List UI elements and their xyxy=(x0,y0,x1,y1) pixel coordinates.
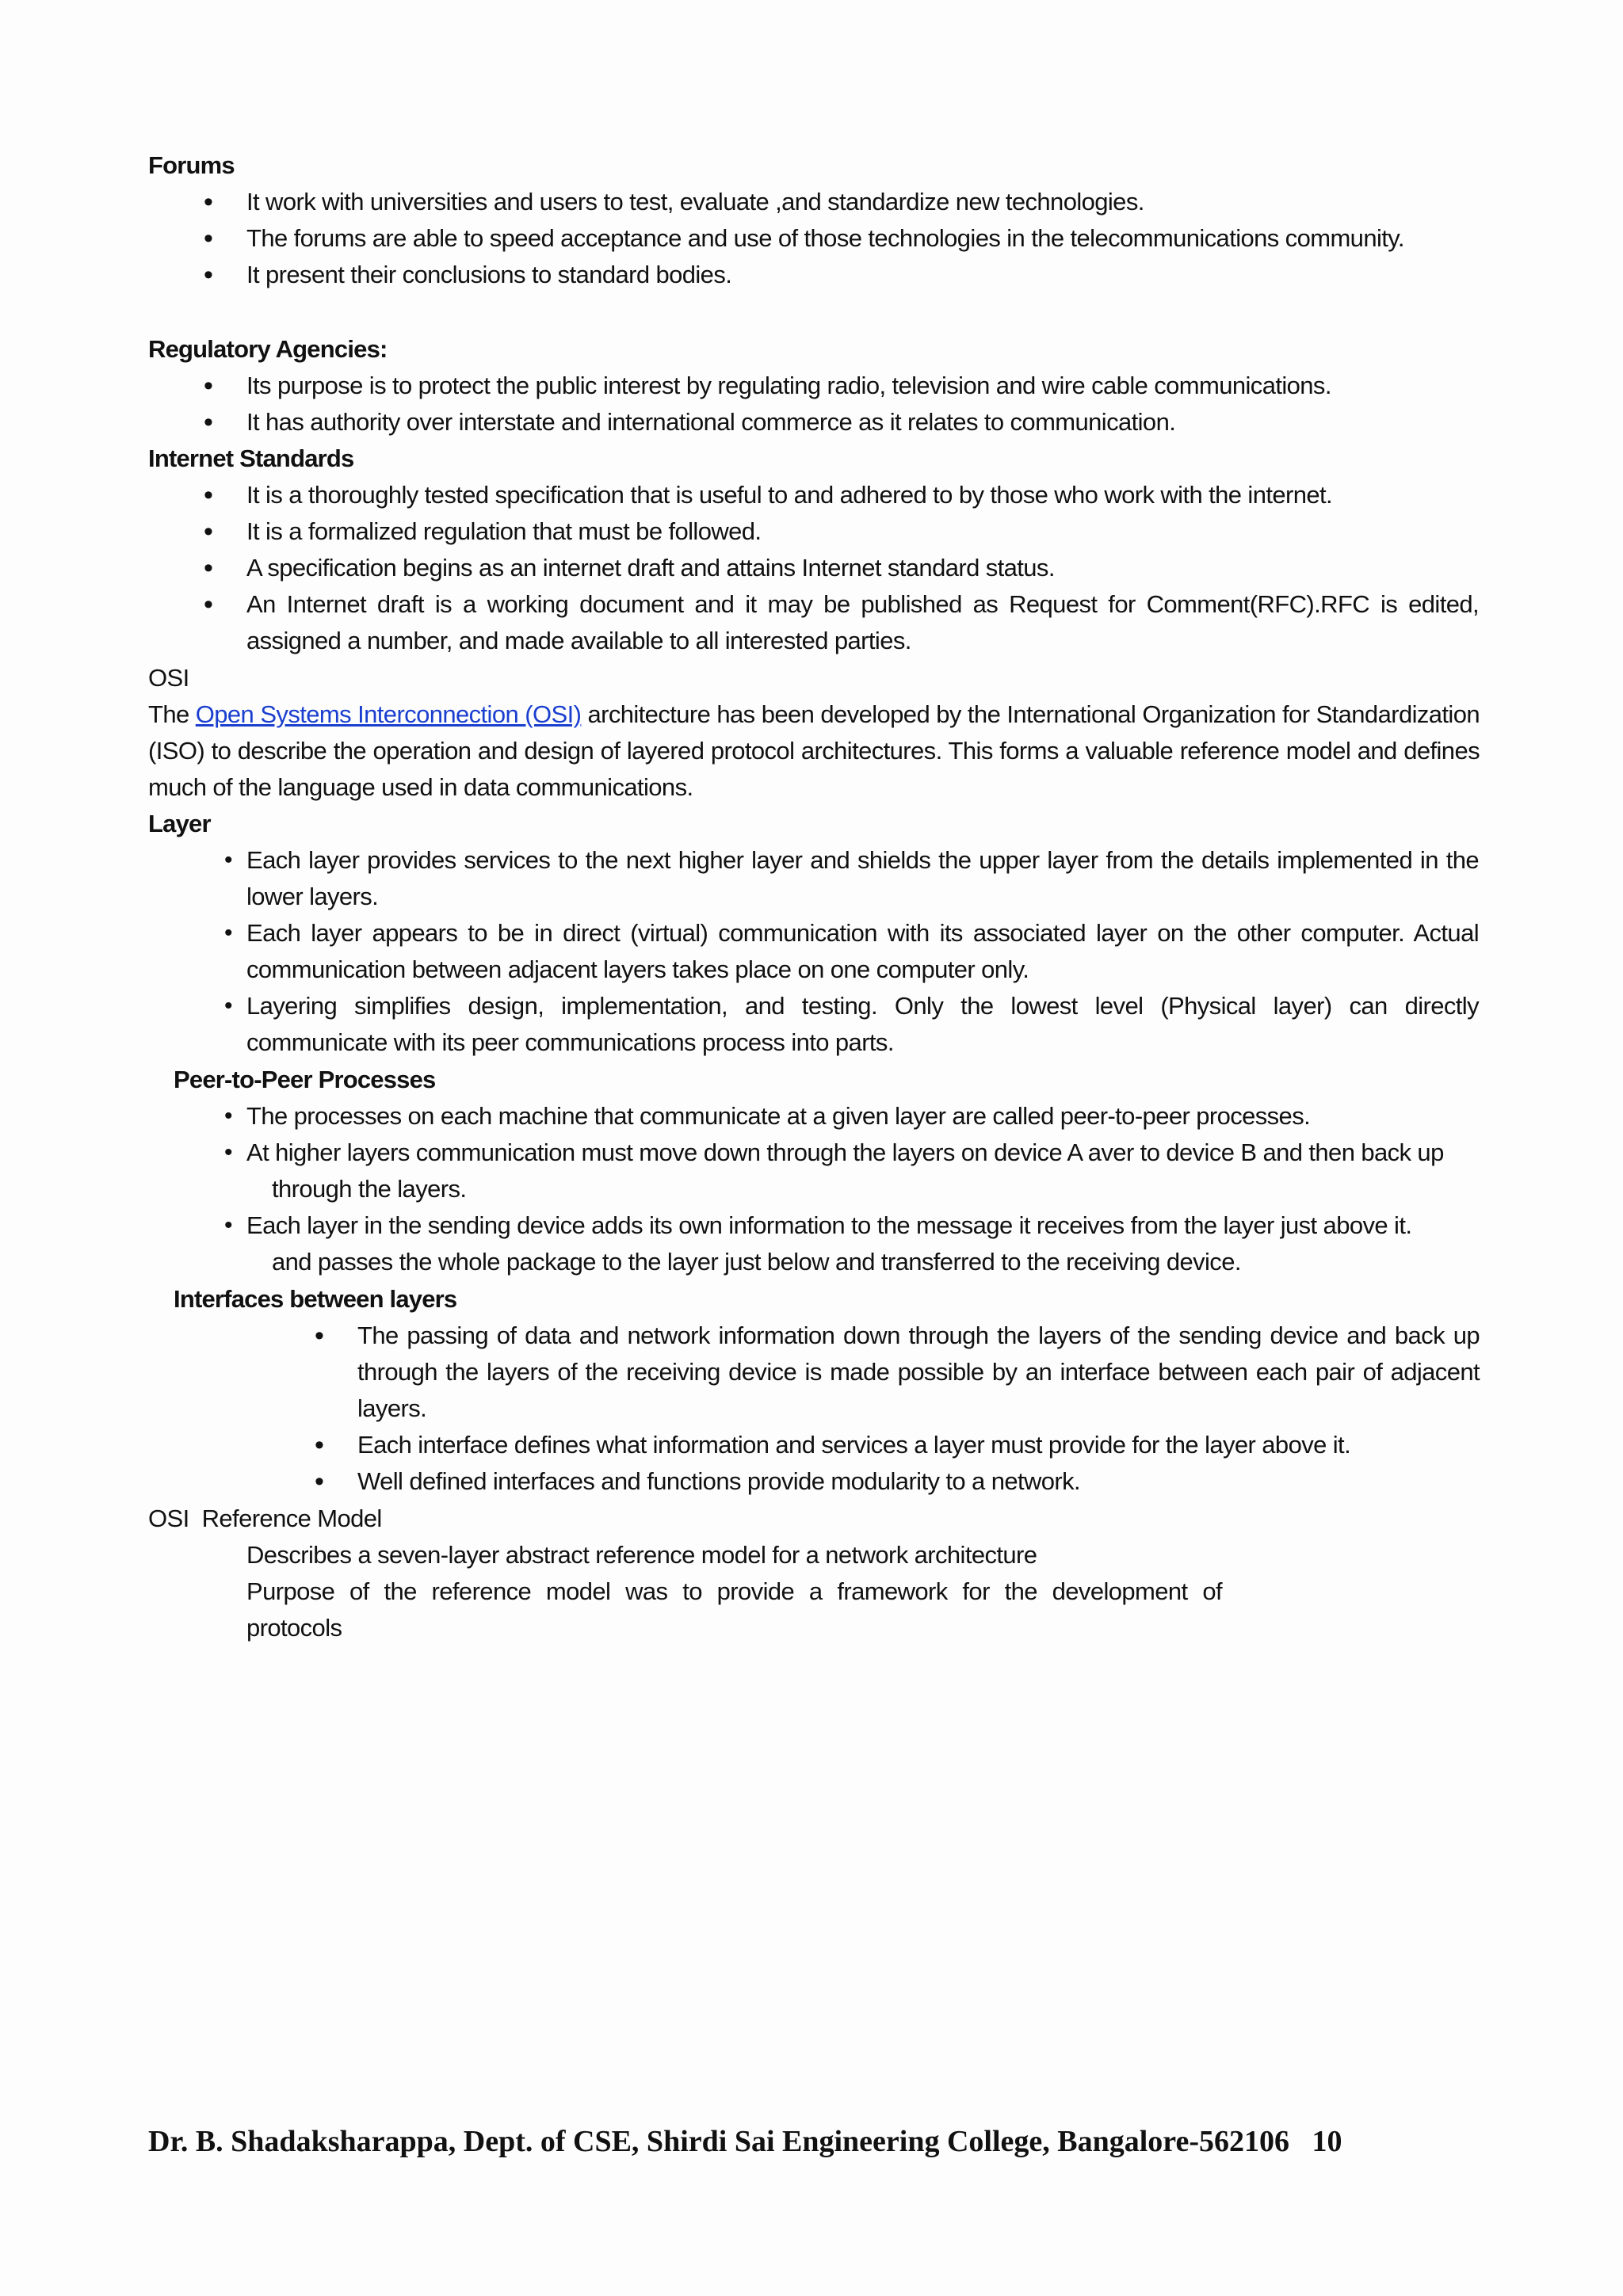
interfaces-list xyxy=(148,1318,1480,1500)
osi-heading: OSI xyxy=(148,664,189,692)
osi-para-rest: architecture has been developed by the International Organization for Standardization (ISO) to describe the operation and design of layered protocol architectures. This forms a valuable reference model and defines much of the language used in data communications. xyxy=(148,700,1480,801)
internet-standards-heading: Internet Standards xyxy=(148,444,354,472)
osi-reference-heading: OSI Reference Model xyxy=(148,1505,382,1532)
list-item: • It is a thoroughly tested specification that is useful to and adhered to by those who work with the internet. xyxy=(148,477,1480,513)
list-item xyxy=(148,1207,1480,1280)
list-item: • The passing of data and network information down through the layers of the sending device and back up through the layers of the receiving device is made possible by an interface between each pair of adjacent layers. xyxy=(148,1318,1480,1427)
osi-paragraph xyxy=(148,696,1480,806)
internet-standards-list xyxy=(148,477,1480,659)
list-item-continuation: through the layers. xyxy=(272,1175,467,1203)
p2p-list xyxy=(148,1098,1480,1280)
interfaces-heading: Interfaces between layers xyxy=(174,1285,457,1313)
p2p-heading: Peer-to-Peer Processes xyxy=(174,1066,436,1093)
footer-text: Dr. B. Shadaksharappa, Dept. of CSE, Shirdi Sai Engineering College, Bangalore-562106 xyxy=(148,2125,1289,2158)
osi-reference-section xyxy=(148,1501,1480,1646)
list-item: • The forums are able to speed acceptance and use of those technologies in the telecommunications community. xyxy=(148,220,1480,257)
layer-list xyxy=(148,842,1480,1061)
page-number: 10 xyxy=(1312,2125,1342,2158)
list-item-text: • At higher layers communication must move down through the layers on device A aver to device B and then back up xyxy=(246,1138,1444,1166)
list-item-text: • The processes on each machine that communicate at a given layer are called peer-to-peer processes. xyxy=(246,1102,1311,1130)
osi-section xyxy=(148,660,1480,806)
forums-section xyxy=(148,147,1480,293)
interfaces-section xyxy=(148,1281,1480,1500)
osi-para-prefix: The xyxy=(148,700,196,728)
internet-standards-section xyxy=(148,441,1480,659)
forums-list xyxy=(148,184,1480,293)
regulatory-section xyxy=(148,331,1480,441)
p2p-section xyxy=(148,1062,1480,1280)
list-item xyxy=(148,1098,1480,1135)
list-item: • It work with universities and users to test, evaluate ,and standardize new technologies. xyxy=(148,184,1480,220)
list-item xyxy=(148,1135,1480,1207)
page-footer xyxy=(148,2122,1342,2161)
list-item: • Each layer provides services to the next higher layer and shields the upper layer from the details implemented in the lower layers. xyxy=(148,842,1479,915)
list-item: • Well defined interfaces and functions provide modularity to a network. xyxy=(148,1463,1480,1500)
list-item: • It present their conclusions to standard bodies. xyxy=(148,257,1480,293)
regulatory-heading: Regulatory Agencies: xyxy=(148,335,388,363)
list-item: • Each layer appears to be in direct (virtual) communication with its associated layer on the other computer. Actual communication between adjacent layers takes place on one computer only. xyxy=(148,915,1479,988)
regulatory-list xyxy=(148,368,1480,441)
list-item: • Layering simplifies design, implementation, and testing. Only the lowest level (Physical layer) can directly communicate with its peer communications process into parts. xyxy=(148,988,1479,1061)
layer-heading: Layer xyxy=(148,810,211,837)
list-item: • An Internet draft is a working document and it may be published as Request for Comment(RFC).RFC is edited, assigned a number, and made available to all interested parties. xyxy=(148,586,1479,659)
list-item-text: • Each layer in the sending device adds its own information to the message it receives from the layer just above it. xyxy=(246,1211,1412,1239)
forums-heading: Forums xyxy=(148,151,235,179)
list-item: • A specification begins as an internet draft and attains Internet standard status. xyxy=(148,550,1480,586)
list-item: • It has authority over interstate and international commerce as it relates to communication. xyxy=(148,404,1480,441)
osi-reference-line-2: Purpose of the reference model was to provide a framework for the development of xyxy=(246,1577,1222,1605)
list-item-continuation: and passes the whole package to the layer just below and transferred to the receiving device. xyxy=(272,1248,1241,1276)
list-item: • It is a formalized regulation that must be followed. xyxy=(148,513,1480,550)
osi-link[interactable]: Open Systems Interconnection (OSI) xyxy=(195,700,582,728)
list-item: • Each interface defines what information and services a layer must provide for the layer above it. xyxy=(148,1427,1480,1463)
layer-section xyxy=(148,806,1480,1061)
list-item: • Its purpose is to protect the public interest by regulating radio, television and wire cable communications. xyxy=(148,368,1480,404)
osi-reference-line-3: protocols xyxy=(246,1614,342,1642)
osi-reference-line-1: Describes a seven-layer abstract reference model for a network architecture xyxy=(246,1541,1037,1569)
